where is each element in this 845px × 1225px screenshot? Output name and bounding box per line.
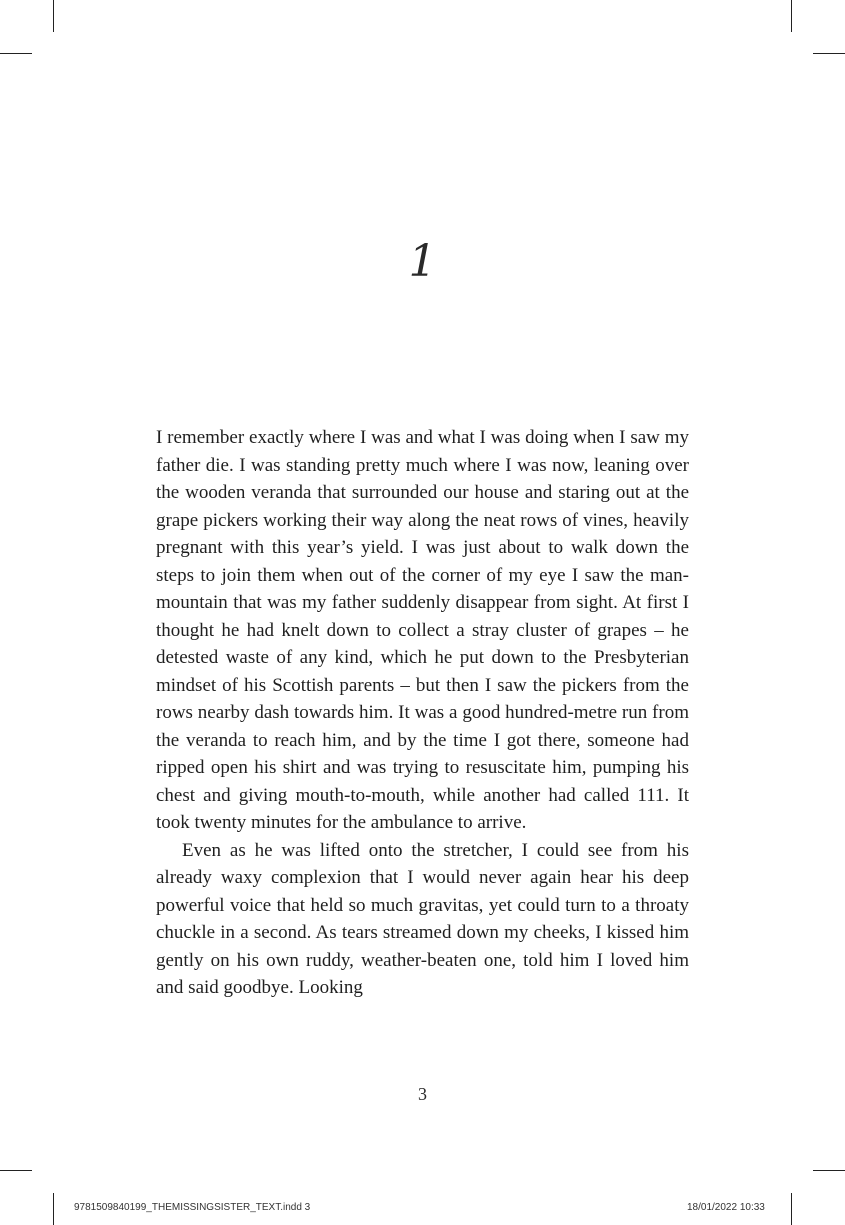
crop-mark-left-top bbox=[0, 53, 32, 54]
crop-mark-top-left bbox=[53, 0, 54, 32]
slug-date-time: 18/01/2022 10:33 bbox=[687, 1202, 765, 1213]
crop-mark-bottom-right bbox=[791, 1193, 792, 1225]
chapter-number: 1 bbox=[408, 236, 437, 287]
body-text bbox=[156, 424, 689, 1002]
crop-mark-right-bottom bbox=[813, 1170, 845, 1171]
paragraph: I remember exactly where I was and what I was doing when I saw my father die. I was standing pretty much where I was now, leaning over the wooden veranda that surrounded our house and staring out at the grape pickers working their way along the neat rows of vines, heavily pregnant with this year’s yield. I was just about to walk down the steps to join them when out of the corner of my eye I saw the man-mountain that was my father suddenly disappear from sight. At first I thought he had knelt down to collect a stray cluster of grapes – he detested waste of any kind, which he put down to the Presbyterian mindset of his Scottish parents – but then I saw the pickers from the rows nearby dash towards him. It was a good hundred-metre run from the veranda to reach him, and by the time I got there, someone had ripped open his shirt and was trying to resuscitate him, pumping his chest and giving mouth-to-mouth, while another had called 111. It took twenty minutes for the ambulance to arrive. bbox=[156, 427, 689, 833]
crop-mark-right-top bbox=[813, 53, 845, 54]
page-number: 3 bbox=[418, 1084, 427, 1104]
paragraph: Even as he was lifted onto the stretcher, I could see from his already waxy complexion that I would never again hear his deep powerful voice that held so much gravitas, yet could turn to a throaty chuckle in a second. As tears streamed down my cheeks, I kissed him gently on his own ruddy, weather-beaten one, told him I loved him and said goodbye. Looking bbox=[156, 839, 689, 998]
crop-mark-left-bottom bbox=[0, 1170, 32, 1171]
crop-mark-bottom-left bbox=[53, 1193, 54, 1225]
crop-mark-top-right bbox=[791, 0, 792, 32]
slug-file-name: 9781509840199_THEMISSINGSISTER_TEXT.indd 3 bbox=[74, 1202, 311, 1213]
